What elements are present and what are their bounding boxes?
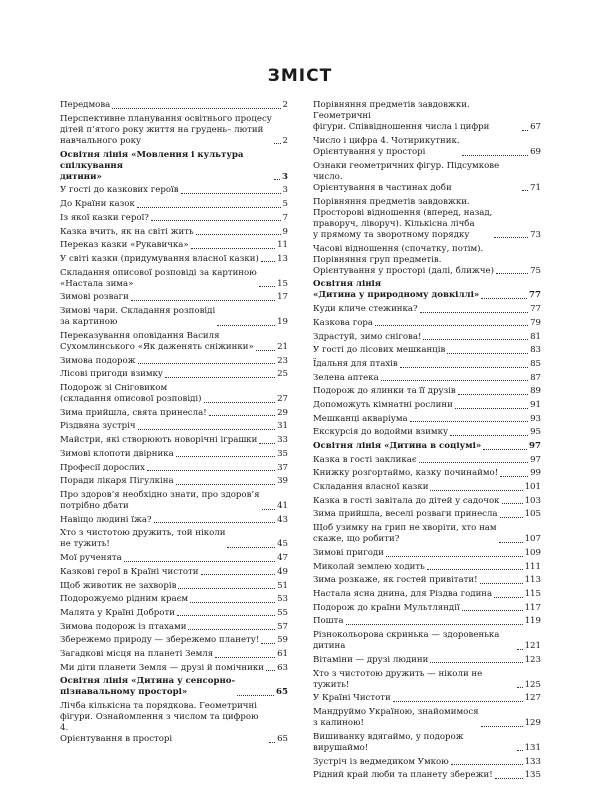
dot-leader (522, 130, 528, 131)
toc-entry (60, 476, 288, 487)
toc-entry-title: Вишиванку вдягаймо, у подорож вирушаймо! (313, 731, 464, 753)
toc-entry (60, 515, 288, 526)
toc-entry (60, 490, 288, 512)
toc-page-number: 93 (530, 413, 541, 424)
toc-page-number: 31 (277, 421, 288, 432)
toc-entry-title: У Країні Чистоти (313, 693, 391, 704)
toc-page-number: 119 (524, 616, 541, 627)
toc-entry (313, 732, 541, 754)
toc-entry-title: Куди кличе стежинка? (313, 304, 418, 315)
toc-section-heading (60, 676, 288, 698)
toc-page-number: 57 (277, 621, 288, 632)
toc-entry (313, 100, 541, 133)
toc-page-number: 111 (524, 561, 541, 572)
dot-leader (261, 261, 275, 262)
toc-entry (313, 332, 541, 343)
toc-entry (60, 199, 288, 210)
toc-entry (60, 213, 288, 224)
dot-leader (181, 193, 281, 194)
toc-page-number: 55 (277, 607, 288, 618)
toc-page-number: 97 (530, 454, 541, 465)
toc-page-number: 65 (277, 734, 288, 745)
toc-entry-title: Їдальня для птахів (313, 358, 398, 369)
dot-leader (215, 657, 275, 658)
toc-page-number: 97 (529, 441, 541, 452)
toc-left-column (60, 100, 288, 748)
toc-entry (313, 359, 541, 370)
toc-page-number: 131 (524, 742, 541, 753)
toc-entry-title: Хто з чистотою дружить — ніколи не тужить! (313, 668, 483, 690)
toc-entry-title: У гості до лісових мешканців (313, 345, 446, 356)
dot-leader (481, 298, 527, 299)
toc-entry (313, 770, 541, 781)
toc-page-number: 5 (282, 199, 288, 210)
toc-entry-title: Казкові герої в Країні чистоти (60, 566, 199, 577)
toc-entry-title: Різдвяна зустріч (60, 421, 136, 432)
toc-page-number: 63 (277, 662, 288, 673)
dot-leader (494, 237, 528, 238)
dot-leader (451, 764, 523, 765)
toc-page-number: 109 (524, 547, 541, 558)
toc-entry (313, 548, 541, 559)
toc-entry-title: Рідний край люби та планету збережи! (313, 770, 493, 781)
toc-page-number: 125 (524, 679, 541, 690)
toc-entry (60, 369, 288, 380)
toc-page-number: 133 (524, 756, 541, 767)
toc-page-number: 85 (530, 358, 541, 369)
toc-entry-title: Зима прийшла, веселі розваги принесла (313, 509, 498, 520)
toc-entry-title: Із якої казки герої? (60, 212, 149, 223)
toc-page-number: 79 (530, 317, 541, 328)
toc-entry (60, 185, 288, 196)
toc-entry-title: Мої рученята (60, 553, 122, 564)
toc-entry (313, 455, 541, 466)
toc-entry-title: Переказ казки «Рукавичка» (60, 240, 189, 251)
toc-entry-title: Пошта (313, 616, 344, 627)
toc-entry-title: У гості до казкових героїв (60, 185, 179, 196)
dot-leader (502, 503, 523, 504)
dot-leader (450, 435, 528, 436)
toc-entry-title: Подорож зі Сніговиком (складання описової розповіді) (60, 382, 202, 405)
toc-page-number: 87 (530, 372, 541, 383)
toc-page-number: 9 (282, 226, 288, 237)
dot-leader (269, 742, 275, 743)
toc-entry (60, 331, 288, 353)
toc-entry (60, 240, 288, 251)
toc-page-number: 3 (282, 185, 288, 196)
dot-leader (427, 569, 523, 570)
toc-entry-title: Казка в гості закликає (313, 454, 417, 465)
toc-entry-title: Складання власної казки (313, 482, 429, 493)
toc-entry-title: Вітаміни — друзі людини (313, 654, 429, 665)
toc-page-number: 95 (530, 427, 541, 438)
toc-page-number: 25 (277, 369, 288, 380)
dot-leader (131, 300, 275, 301)
toc-page-number: 103 (524, 495, 541, 506)
dot-leader (188, 629, 275, 630)
dot-leader (274, 179, 280, 180)
toc-entry (60, 100, 288, 111)
toc-page-number: 127 (524, 693, 541, 704)
toc-entry (60, 435, 288, 446)
toc-page-number: 13 (277, 253, 288, 264)
toc-entry-title: Загадкові місця на планеті Земля (60, 648, 214, 659)
toc-entry-title: Допоможуть кімнатні рослини (313, 399, 453, 410)
toc-entry-title: Освітня лінія «Дитина у природному довкіллі» (313, 279, 480, 301)
toc-page-number: 2 (282, 100, 288, 110)
dot-leader (165, 377, 275, 378)
toc-entry-title: Зелена аптека (313, 372, 379, 383)
dot-leader (217, 325, 275, 326)
dot-leader (500, 476, 528, 477)
toc-entry-title: Збережемо природу — збережемо планету! (60, 635, 260, 646)
toc-entry (313, 427, 541, 438)
toc-entry (313, 373, 541, 384)
dot-leader (430, 662, 522, 663)
dot-leader (227, 547, 275, 548)
dot-leader (204, 402, 276, 403)
dot-leader (480, 583, 523, 584)
toc-page-number: 77 (530, 304, 541, 315)
toc-entry (313, 603, 541, 614)
dot-leader (462, 155, 528, 156)
dot-leader (447, 353, 528, 354)
toc-entry (313, 562, 541, 573)
toc-page-number: 53 (277, 594, 288, 605)
toc-right-column (313, 100, 541, 784)
toc-entry (313, 693, 541, 704)
toc-entry (313, 386, 541, 397)
toc-entry-title: Різнокольорова скринька — здоровенька дитина (313, 630, 500, 652)
toc-page-number: 113 (524, 575, 541, 586)
toc-entry-title: Зимові клопоти двірника (60, 448, 174, 459)
dot-leader (178, 588, 275, 589)
toc-entry (60, 408, 288, 419)
toc-entry (60, 268, 288, 290)
toc-entry-title: Лісові пригоди взимку (60, 369, 163, 380)
toc-page-number: 73 (530, 229, 541, 240)
toc-page-number: 121 (524, 641, 541, 652)
dot-leader (499, 542, 523, 543)
toc-page-number: 45 (277, 539, 288, 550)
toc-page-number: 65 (276, 687, 288, 698)
toc-entry-title: Настала ясна днина, для Різдва година (313, 589, 493, 599)
toc-entry-title: Подорожуємо рідним краєм (60, 594, 189, 605)
toc-page-number: 105 (524, 509, 541, 520)
toc-page-number: 37 (277, 462, 288, 473)
toc-entry-title: Число і цифра 4. Чотирикутник. Орієнтування у просторі (313, 135, 460, 157)
toc-entry-title: Порівняння предметів завдовжки. Просторові відношення (вперед, назад, праворуч, ліворуч). Кількісна лічба у прямому та зворотному порядку (313, 196, 493, 240)
toc-entry (313, 707, 541, 729)
toc-page-number: 129 (524, 718, 541, 729)
dot-leader (261, 643, 275, 644)
toc-page-number: 43 (277, 514, 288, 525)
dot-leader (517, 750, 523, 751)
dot-leader (151, 220, 281, 221)
dot-leader (375, 325, 528, 326)
toc-entry-title: Зустріч із ведмедиком Умкою (313, 756, 449, 767)
toc-page-number: 71 (530, 182, 541, 193)
toc-entry (60, 227, 288, 238)
toc-entry-title: Здрастуй, зимо сніговa! (313, 331, 422, 342)
dot-leader (410, 421, 528, 422)
toc-entry (313, 509, 541, 520)
dot-leader (381, 380, 528, 381)
toc-entry (313, 496, 541, 507)
dot-leader (112, 108, 280, 109)
dot-leader (423, 339, 528, 340)
dot-leader (138, 363, 275, 364)
toc-entry-title: Щоб узимку на грип не хворіти, хто нам скаже, що робити? (313, 523, 497, 545)
toc-entry-title: Професії дорослих (60, 462, 146, 473)
dot-leader (176, 484, 275, 485)
toc-page-number: 2 (282, 135, 288, 146)
dot-leader (420, 312, 528, 313)
toc-entry (60, 449, 288, 460)
toc-page-number: 21 (277, 341, 288, 352)
toc-entry-title: Подорож до країни Мультляндії (313, 602, 460, 613)
toc-entry-title: Навіщо людині їжа? (60, 514, 152, 525)
dot-leader (517, 687, 523, 688)
toc-page-number: 107 (524, 534, 541, 545)
toc-entry-title: Зима прийшла, свята принесла! (60, 407, 207, 418)
toc-page-number: 11 (277, 240, 288, 251)
toc-entry (313, 345, 541, 356)
dot-leader (393, 701, 523, 702)
dot-leader (209, 415, 275, 416)
toc-entry-title: Майстри, які створюють новорічні іграшки (60, 435, 258, 446)
toc-page-number: 61 (277, 648, 288, 659)
toc-page-number: 35 (277, 448, 288, 459)
toc-entry (313, 136, 541, 158)
toc-entry-title: Про здоров’я необхідно знати, про здоров’я потрібно дбати (60, 489, 260, 511)
dot-leader (176, 456, 275, 457)
toc-page-number: 77 (529, 290, 541, 301)
toc-entry-title: Казка вчить, як на світі жить (60, 226, 194, 237)
toc-page-number: 49 (277, 566, 288, 577)
toc-entry (60, 463, 288, 474)
toc-page-number: 39 (277, 476, 288, 487)
dot-leader (400, 367, 528, 368)
toc-entry-title: Освітня лінія «Мовлення і культура спілкування дитини» (60, 149, 244, 182)
toc-entry (313, 589, 541, 600)
toc-entry (60, 581, 288, 592)
toc-page-number: 27 (277, 394, 288, 405)
dot-leader (259, 286, 275, 287)
toc-page-number: 81 (530, 331, 541, 342)
toc-entry-title: Складання описової розповіді за картиною «Настала зима» (60, 267, 257, 289)
toc-page-number: 51 (277, 580, 288, 591)
toc-page-number: 29 (277, 407, 288, 418)
toc-entry (313, 468, 541, 479)
dot-leader (137, 207, 281, 208)
toc-entry (313, 304, 541, 315)
dot-leader (496, 273, 528, 274)
toc-entry (313, 630, 541, 652)
toc-entry-title: Порівняння предметів завдовжки. Геометричні фігури. Співвідношення числа і цифри (313, 100, 490, 133)
dot-leader (495, 778, 523, 779)
toc-entry (60, 254, 288, 265)
toc-section-heading (313, 279, 541, 301)
toc-entry (313, 482, 541, 493)
toc-entry (313, 318, 541, 329)
dot-leader (483, 449, 527, 450)
toc-entry (60, 701, 288, 745)
toc-entry-title: Часові відношення (спочатку, потім). Порівняння груп предметів. Орієнтування у просторі (далі, ближче) (313, 243, 494, 276)
dot-leader (419, 462, 528, 463)
toc-page-number: 135 (524, 770, 541, 781)
dot-leader (522, 190, 528, 191)
toc-page-number: 83 (530, 345, 541, 356)
toc-page-number: 117 (524, 602, 541, 613)
dot-leader (196, 234, 281, 235)
dot-leader (481, 726, 523, 727)
dot-leader (262, 509, 275, 510)
toc-entry (313, 616, 541, 627)
toc-entry-title: Екскурсія до водойми взимку (313, 427, 449, 438)
toc-entry-title: Зимові розваги (60, 292, 129, 303)
dot-leader (346, 624, 523, 625)
toc-entry-title: Поради лікаря Пігулкіна (60, 476, 174, 487)
toc-entry-title: Казкова гора (313, 317, 374, 328)
toc-page-number: 89 (530, 386, 541, 397)
dot-leader (266, 670, 275, 671)
toc-entry (60, 663, 288, 674)
toc-page-number: 91 (530, 399, 541, 410)
dot-leader (500, 517, 523, 518)
dot-leader (494, 597, 522, 598)
toc-entry-title: Освітня лінія «Дитина в соціумі» (313, 441, 482, 452)
toc-section-heading (313, 441, 541, 452)
toc-entry (313, 161, 541, 194)
toc-page-number: 17 (277, 292, 288, 303)
toc-entry (60, 306, 288, 328)
toc-entry-title: Перспективне планування освітнього процесу дітей п’ятого року життя на грудень– лютий навчального року (60, 113, 272, 146)
dot-leader (177, 615, 275, 616)
toc-entry-title: Лічба кількісна та порядкова. Геометричні фігури. Ознайомлення з числом та цифрою 4. Орієнтування в просторі (60, 701, 259, 745)
toc-page-number: 15 (277, 278, 288, 289)
toc-page-number: 101 (524, 482, 541, 493)
dot-leader (430, 490, 522, 491)
dot-leader (462, 610, 523, 611)
dot-leader (517, 649, 523, 650)
toc-entry (60, 622, 288, 633)
toc-entry (60, 383, 288, 405)
dot-leader (458, 394, 528, 395)
toc-entry-title: Щоб животик не захворів (60, 580, 177, 591)
dot-leader (138, 429, 275, 430)
toc-page-number: 47 (277, 553, 288, 564)
toc-entry (313, 669, 541, 691)
toc-section-heading (60, 150, 288, 183)
dot-leader (190, 602, 275, 603)
toc-page-number: 115 (524, 589, 541, 599)
toc-entry (60, 553, 288, 564)
toc-entry-title: У світі казки (придумування власної казки) (60, 253, 259, 264)
toc-page-number: 67 (530, 122, 541, 133)
toc-page-number: 19 (277, 317, 288, 328)
dot-leader (259, 443, 275, 444)
toc-entry-title: Ми діти планети Земля — друзі й помічники (60, 662, 264, 673)
toc-entry (313, 197, 541, 241)
toc-entry-title: Зимові чари. Складання розповіді за картиною (60, 306, 216, 328)
toc-entry-title: Миколай землею ходить (313, 561, 425, 572)
toc-page-number: 75 (530, 265, 541, 276)
toc-page-number: 23 (277, 355, 288, 366)
toc-entry-title: Передмова (60, 100, 111, 110)
toc-page-number: 33 (277, 435, 288, 446)
toc-entry-title: Ознаки геометричних фігур. Підсумкове число. Орієнтування в частинах доби (313, 160, 500, 193)
toc-entry (60, 421, 288, 432)
toc-entry (60, 608, 288, 619)
toc-page-number: 69 (530, 146, 541, 157)
toc-entry-title: Хто з чистотою дружить, той ніколи не тужить! (60, 528, 226, 550)
toc-page-number: 123 (524, 654, 541, 665)
toc-entry-title: До Країни казок (60, 199, 135, 210)
toc-entry (313, 244, 541, 277)
dot-leader (147, 470, 275, 471)
toc-page-number: 7 (282, 212, 288, 223)
toc-entry-title: Зимові пригоди (313, 547, 384, 558)
toc-entry (313, 400, 541, 411)
toc-entry (60, 114, 288, 147)
toc-entry-title: Мандруймо Україною, знайомимося з калиною! (313, 707, 479, 729)
toc-entry-title: Книжку розгортаймо, казку починаймо! (313, 468, 499, 479)
toc-entry (60, 567, 288, 578)
toc-entry (60, 292, 288, 303)
dot-leader (191, 248, 275, 249)
toc-entry (313, 757, 541, 768)
toc-entry (313, 414, 541, 425)
dot-leader (124, 561, 275, 562)
toc-page-number: 59 (277, 635, 288, 646)
toc-entry (313, 575, 541, 586)
dot-leader (386, 556, 523, 557)
toc-entry-title: Казка в гості завітала до дітей у садочок (313, 495, 500, 506)
dot-leader (274, 143, 281, 144)
toc-entry (60, 594, 288, 605)
dot-leader (256, 350, 275, 351)
dot-leader (237, 695, 274, 696)
toc-entry (60, 649, 288, 660)
toc-entry-title: Зимова подорож із птахами (60, 621, 187, 632)
toc-page-number: 41 (277, 500, 288, 511)
dot-leader (154, 522, 275, 523)
dot-leader (201, 574, 276, 575)
toc-entry (313, 523, 541, 545)
toc-entry-title: Малята у Країні Доброти (60, 607, 175, 618)
dot-leader (455, 408, 528, 409)
toc-entry (60, 356, 288, 367)
toc-entry-title: Освітня лінія «Дитина у сенсорно- пізнавальному просторі» (60, 676, 236, 698)
toc-entry (313, 655, 541, 666)
toc-page-number: 3 (282, 171, 288, 182)
toc-entry-title: Зимова подорож (60, 355, 136, 366)
toc-entry-title: Мешканці акваріума (313, 413, 408, 424)
toc-entry-title: Зима розкаже, як гостей привітати! (313, 575, 478, 586)
toc-entry (60, 635, 288, 646)
toc-entry (60, 528, 288, 550)
toc-page-number: 99 (530, 468, 541, 479)
page-title: ЗМІСТ (267, 66, 333, 86)
toc-entry-title: Переказування оповідання Василя Сухомлинського «Як даженять сніжинки» (60, 330, 254, 352)
toc-entry-title: Подорож до ялинки та її друзів (313, 386, 456, 397)
